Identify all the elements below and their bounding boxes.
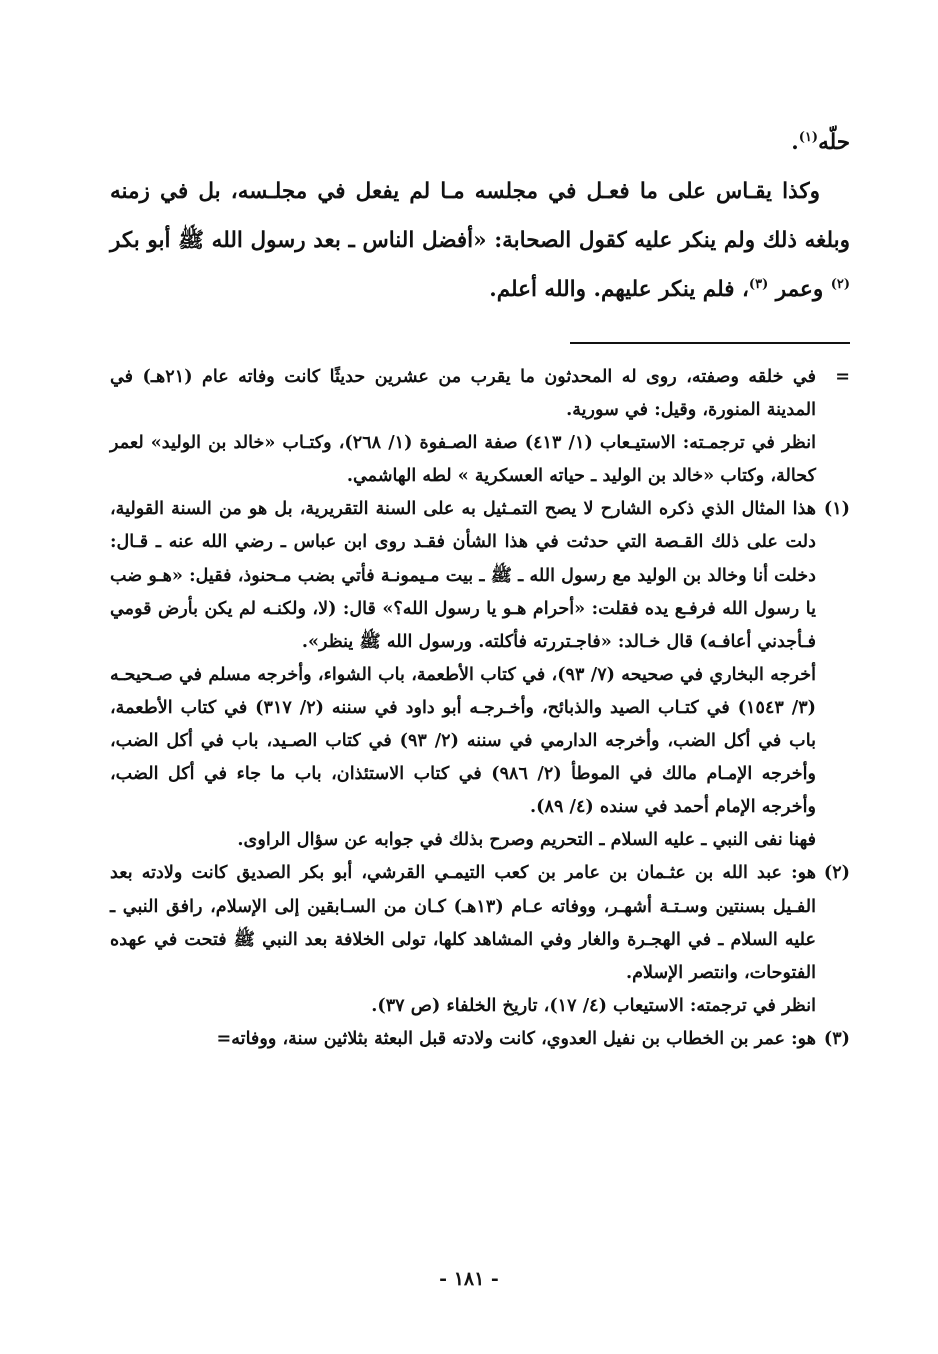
- footnote-1-note: فهنا نفى النبي ـ عليه السلام ـ التحريم وصرح بذلك في جوابه عن سؤال الراوى.: [237, 829, 816, 851]
- paragraph-1-part-b: وعمر: [768, 277, 831, 302]
- footnote-1: [110, 492, 850, 657]
- paragraph-1-part-c: ، فلم ينكر عليهم. والله أعلم.: [489, 277, 749, 302]
- continuation-mark: =: [835, 366, 850, 387]
- footnote-separator: [570, 342, 850, 344]
- continuation-text: في خلقه وصفته، روى له المحدثون ما يقرب من عشرين حديثًا كانت وفاته عام (٢١هـ) في المدينة المنورة، وقيل: في سورية.: [110, 366, 816, 421]
- footnote-2-text: هو: عبد الله بن عثـمان بن عامر بن كعب التيمـي القرشي، أبو بكر الصديق كانت ولادته بعد الفـيل بسنتين وسـتـة أشهـر، ووفاته عـام (١٣هـ) كـان من السـابقين إلى الإسلام، رافق النبي ـ عليه السلام ـ في الهجـرة والغار وفي المشاهد كلها، تولى الخلافة بعد النبي ﷺ فتحت في عهده الفتوحات، وانتصر الإسلام.: [110, 862, 816, 983]
- page-number: - ١٨١ -: [439, 1268, 499, 1290]
- footnote-2: [110, 856, 850, 988]
- opening-period: .: [791, 130, 799, 155]
- page: [110, 118, 850, 1298]
- paragraph-1-part-a: وكذا يقـاس على ما فعـل في مجلسه مـا لم يفعل في مجلـسه، بل في زمنه وبلغه ذلك ولم ينكر عليه كقول الصحابة: «أفضل الناس ـ بعد رسول الله ﷺ أبو بكر: [110, 179, 850, 253]
- footnote-3: [110, 1022, 850, 1055]
- opening-line: [110, 118, 850, 167]
- footnote-ref-3: (٣): [748, 276, 769, 292]
- footnote-1-text: هذا المثال الذي ذكره الشارح لا يصح التمـثيل به على السنة التقريرية، بل هو من السنة القولية، دلت على ذلك القـصة التي حدثت في هذا الشأن فقـد روى ابن عباس ـ رضي الله عنه ـ قـال: دخلت أنا وخالد بن الوليد مع رسول الله ـ ﷺ ـ بيت مـيمونـة فأتي بضب مـحنوذ، فقيل: «هـو ضب يا رسول الله فرفـع يده فقلت: «أحرام هـو يا رسول الله؟» قال: (لا، ولكنـه لم يكن بأرض قومي فـأجدني أعافـه) قال خـالد: «فاجـتررته فأكلته. ورسول الله ﷺ ينظر».: [110, 498, 816, 652]
- footnote-2-references: انظر في ترجمته: الاستيعاب (٤/ ١٧)، تاريخ الخلفاء (ص ٣٧).: [371, 994, 816, 1016]
- footnote-2-mark: (٢): [823, 862, 850, 884]
- continuation-references: انظر في ترجمـته: الاستيـعاب (١/ ٤١٣) صفة الصـفوة (١/ ٢٦٨)، وكتـاب «خالد بن الوليد» لعمر كحالة، وكتاب «خالد بن الوليد ـ حياته العسكرية » لطه الهاشمي.: [110, 432, 816, 487]
- footnote-continuation: [110, 360, 850, 426]
- paragraph-1: [110, 167, 850, 314]
- footnote-3-text: هو: عمر بن الخطاب بن نفيل العدوي، كانت ولادته قبل البعثة بثلاثين سنة، ووفاته=: [216, 1027, 816, 1049]
- footnote-3-mark: (٣): [823, 1027, 850, 1049]
- footnote-1-references: أخرجه البخاري في صحيحه (٧/ ٩٣)، في كتاب الأطعمة، باب الشواء، وأخرجه مسلم في صـحيحـه (٣/ ١٥٤٣) في كتـاب الصيد والذبائح، وأخـرجـه أبو داود في سننه (٢/ ٣١٧) في كتاب الأطعمة، باب في أكل الضب، وأخرجه الدارمي في سننه (٢/ ٩٣) في كتاب الصـيد، باب في أكل الضب، وأخرجه الإمـام مالك في الموطأ (٢/ ٩٨٦) في كتاب الاستئذان، باب ما جاء في أكل الضب، وأخرجه الإمام أحمد في سنده (٤/ ٨٩).: [110, 663, 817, 818]
- footnotes: [110, 360, 850, 1055]
- footnote-ref-2: (٢): [830, 276, 850, 292]
- footnote-ref-1: (١): [798, 129, 819, 145]
- footnote-1-mark: (١): [823, 498, 850, 520]
- main-text: [110, 118, 850, 314]
- opening-word: حلّه: [818, 130, 850, 155]
